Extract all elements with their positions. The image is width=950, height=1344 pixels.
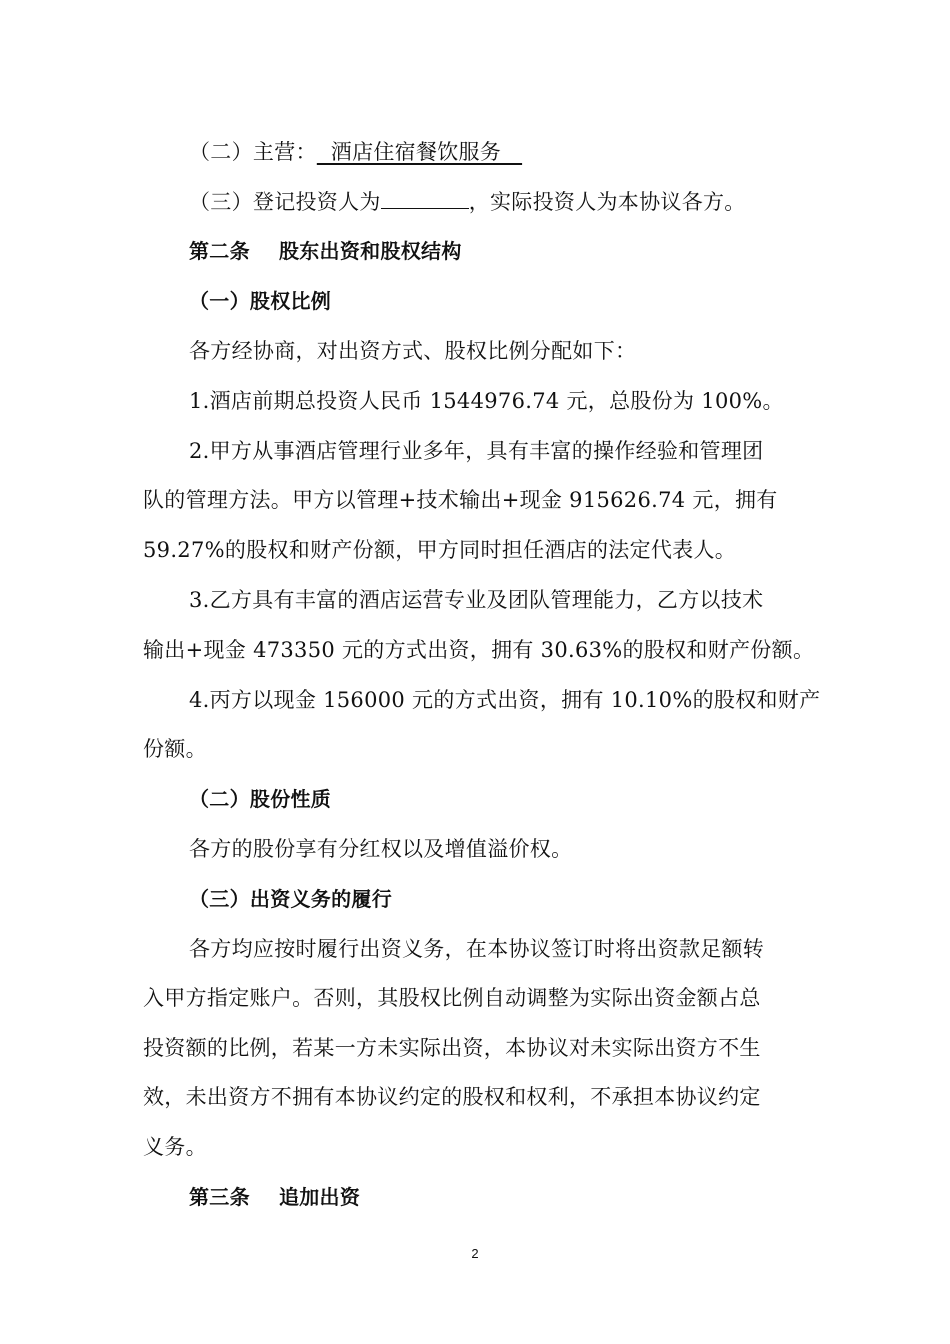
main-business-label: （二）主营： bbox=[189, 140, 317, 164]
article-3-heading: 第三条 追加出资 bbox=[189, 1185, 361, 1209]
equity-ratio-heading: （一）股权比例 bbox=[189, 289, 332, 313]
capital-obligation-line-1: 各方均应按时履行出资义务，在本协议签订时将出资款足额转 bbox=[189, 937, 765, 961]
total-investment-paragraph: 1.酒店前期总投资人民币 1544976.74 元，总股份为 100%。 bbox=[189, 389, 784, 413]
allocation-intro: 各方经协商，对出资方式、股权比例分配如下： bbox=[189, 339, 637, 363]
party-b-paragraph-line-1: 3.乙方具有丰富的酒店运营专业及团队管理能力，乙方以技术 bbox=[189, 588, 764, 612]
main-business-line bbox=[189, 137, 522, 167]
main-business-value: 酒店住宿餐饮服务 bbox=[316, 140, 523, 164]
capital-obligation-line-4: 效，未出资方不拥有本协议约定的股权和权利，不承担本协议约定 bbox=[143, 1085, 761, 1109]
share-nature-text: 各方的股份享有分红权以及增值溢价权。 bbox=[189, 837, 573, 861]
registered-investor-suffix: ，实际投资人为本协议各方。 bbox=[468, 190, 746, 214]
party-a-paragraph-line-2: 队的管理方法。甲方以管理+技术输出+现金 915626.74 元，拥有 bbox=[143, 488, 778, 512]
capital-obligation-line-2: 入甲方指定账户。否则，其股权比例自动调整为实际出资金额占总 bbox=[143, 986, 761, 1010]
party-a-paragraph-line-1: 2.甲方从事酒店管理行业多年，具有丰富的操作经验和管理团 bbox=[189, 439, 764, 463]
capital-obligation-line-5: 义务。 bbox=[143, 1135, 207, 1159]
article-2-heading: 第二条 股东出资和股权结构 bbox=[189, 239, 462, 263]
registered-investor-blank bbox=[381, 186, 469, 209]
party-b-paragraph-line-2: 输出+现金 473350 元的方式出资，拥有 30.63%的股权和财产份额。 bbox=[143, 638, 815, 662]
party-a-paragraph-line-3: 59.27%的股权和财产份额，甲方同时担任酒店的法定代表人。 bbox=[143, 538, 737, 562]
registered-investor-line bbox=[189, 186, 746, 217]
party-c-paragraph-line-1: 4.丙方以现金 156000 元的方式出资，拥有 10.10%的股权和财产 bbox=[189, 688, 821, 712]
capital-obligation-line-3: 投资额的比例，若某一方未实际出资，本协议对未实际出资方不生 bbox=[143, 1036, 761, 1060]
capital-obligation-heading: （三）出资义务的履行 bbox=[189, 887, 392, 911]
share-nature-heading: （二）股份性质 bbox=[189, 787, 332, 811]
page-number: 2 bbox=[471, 1246, 479, 1261]
registered-investor-label: （三）登记投资人为 bbox=[189, 190, 381, 214]
party-c-paragraph-line-2: 份额。 bbox=[143, 737, 207, 761]
